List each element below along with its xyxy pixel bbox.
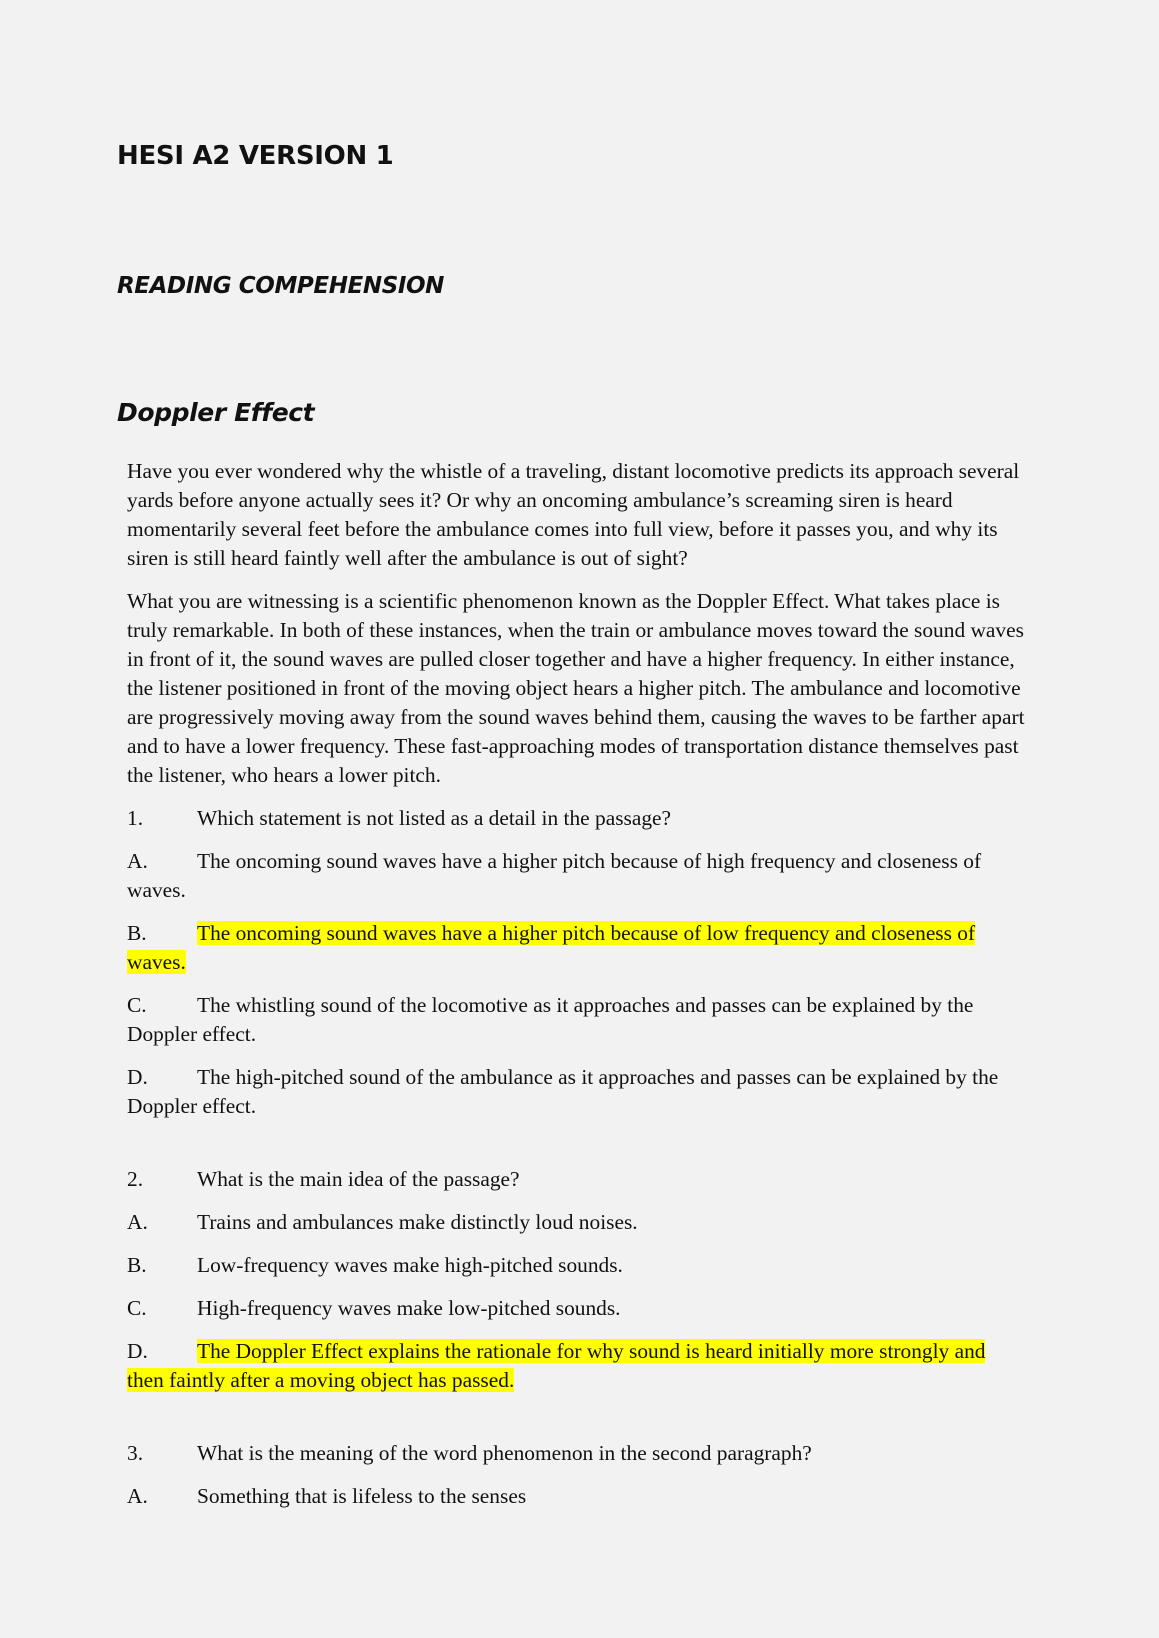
option-letter: D. (127, 1339, 148, 1363)
question-text: What is the main idea of the passage? (197, 1167, 520, 1191)
topic-heading: Doppler Effect (117, 398, 315, 427)
q1-option-a (127, 847, 1027, 905)
option-text: Low-frequency waves make high-pitched sounds. (197, 1253, 623, 1277)
q2-option-d (127, 1337, 1027, 1395)
option-text: High-frequency waves make low-pitched sounds. (197, 1296, 621, 1320)
option-letter: D. (127, 1065, 148, 1089)
option-text: The high-pitched sound of the ambulance as it approaches and passes can be explained by the Doppler effect. (127, 1065, 999, 1118)
document-body (127, 457, 1027, 1525)
question-1 (127, 804, 1027, 833)
spacer (127, 1409, 1027, 1439)
question-3 (127, 1439, 1027, 1468)
q2-option-c (127, 1294, 1027, 1323)
q2-option-a (127, 1208, 1027, 1237)
question-text: What is the meaning of the word phenomenon in the second paragraph? (197, 1441, 812, 1465)
section-heading: READING COMPEHENSION (117, 273, 445, 299)
option-text: The whistling sound of the locomotive as it approaches and passes can be explained by the Doppler effect. (127, 993, 974, 1046)
passage-paragraph-1: Have you ever wondered why the whistle of a traveling, distant locomotive predicts its approach several yards before anyone actually sees it? Or why an oncoming ambulance’s screaming siren is heard momentarily several feet before the ambulance comes into full view, before it passes you, and why its siren is still heard faintly well after the ambulance is out of sight? (127, 459, 1020, 570)
option-letter: A. (127, 849, 148, 873)
q3-option-a (127, 1482, 1027, 1511)
q1-option-d (127, 1063, 1027, 1121)
q1-option-c (127, 991, 1027, 1049)
document-title: HESI A2 VERSION 1 (117, 141, 394, 171)
option-letter: A. (127, 1210, 148, 1234)
option-text: Something that is lifeless to the senses (197, 1484, 527, 1508)
highlighted-answer: The oncoming sound waves have a higher pitch because of low frequency and closeness of waves. (127, 921, 976, 974)
option-letter: C. (127, 993, 147, 1017)
option-text: Trains and ambulances make distinctly loud noises. (197, 1210, 638, 1234)
question-text: Which statement is not listed as a detail in the passage? (197, 806, 672, 830)
question-number: 2. (127, 1167, 144, 1191)
q2-option-b (127, 1251, 1027, 1280)
highlighted-answer: The Doppler Effect explains the rationale for why sound is heard initially more strongly and then faintly after a moving object has passed. (127, 1339, 986, 1392)
spacer (127, 1135, 1027, 1165)
question-2 (127, 1165, 1027, 1194)
passage-paragraph-2: What you are witnessing is a scientific phenomenon known as the Doppler Effect. What takes place is truly remarkable. In both of these instances, when the train or ambulance moves toward the sound waves in front of it, the sound waves are pulled closer together and have a higher frequency. In either instance, the listener positioned in front of the moving object hears a higher pitch. The ambulance and locomotive are progressively moving away from the sound waves behind them, causing the waves to be farther apart and to have a lower frequency. These fast-approaching modes of transportation distance themselves past the listener, who hears a lower pitch. (127, 589, 1025, 787)
question-number: 3. (127, 1441, 144, 1465)
question-number: 1. (127, 806, 144, 830)
option-letter: B. (127, 921, 147, 945)
option-letter: C. (127, 1296, 147, 1320)
option-letter: A. (127, 1484, 148, 1508)
option-text: The oncoming sound waves have a higher pitch because of high frequency and closeness of waves. (127, 849, 982, 902)
option-letter: B. (127, 1253, 147, 1277)
q1-option-b (127, 919, 1027, 977)
